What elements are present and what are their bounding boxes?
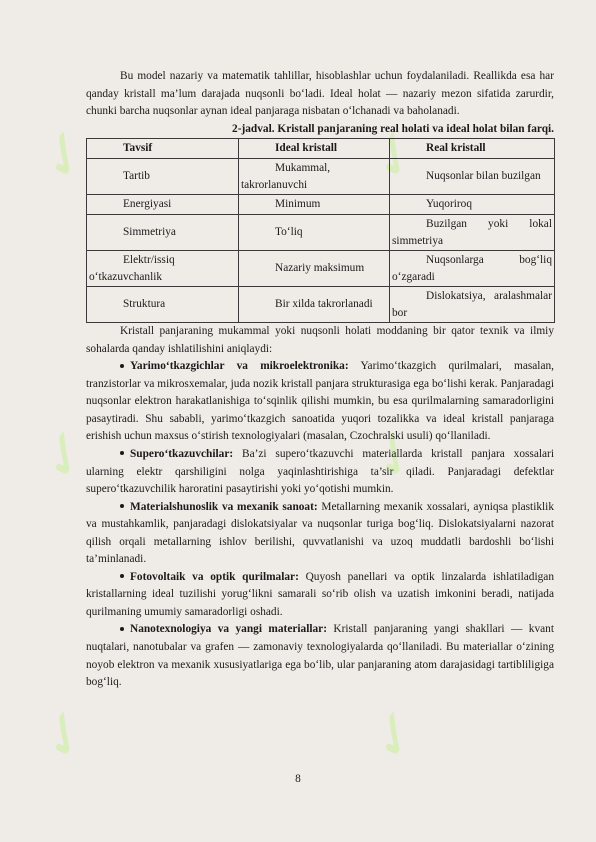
table-cell: Tartib [87,159,239,195]
watermark: ✓ [22,412,108,498]
bullet-dot-icon [120,451,124,455]
bullet-text: Kristall panjaraning yangi shakllari — kvant nuqtalari, nanotubalar va grafen — zamonaviy texnologiyalarda qo‘llaniladi. Bu materiallar o‘zining noyob elektron va mexanik xususiyatlariga ega bo‘lib, ular panjaraning atom darajasidagi tartibliligiga bog‘liq. [86,623,554,689]
intro-paragraph: Bu model nazariy va matematik tahlillar, hisoblashlar uchun foydalaniladi. Reallikda esa har qanday kristall ma’lum darajada nuqsonli bo‘ladi. Ideal holat — nazariy mezon sifatida zarurdir, chunki barcha nuqsonlar aynan ideal panjaraga nisbatan o‘lchanadi va baholanadi. [86,70,554,118]
table-header-cell: Ideal kristall [239,139,390,159]
table-caption: 2-jadval. Kristall panjaraning real holati va ideal holat bilan farqi. [232,122,554,135]
table-cell: Energiyasi [87,195,239,215]
table-cell: Struktura [87,287,239,323]
table-row [87,195,555,215]
table-cell: To‘liq [239,215,390,251]
bullet-title: Fotovoltaik va optik qurilmalar: [130,570,299,583]
watermark: ✓ [22,112,108,198]
table-cell: Mukammal, takrorlanuvchi [239,159,390,195]
table-row [87,159,555,195]
bullet-text: Quyosh panellari va optik linzalarda ishlatiladigan kristallarning ideal tuzilishi yorug‘likni samarali so‘rib olish va uzatish imkonini beradi, natijada qurilmaning umumiy samaradorligi oshadi. [86,570,554,618]
table-cell: Simmetriya [87,215,239,251]
bullet-dot-icon [120,504,124,508]
bullet-title: Nanotexnologiya va yangi materiallar: [130,623,327,636]
watermark: ✓ [352,412,438,498]
bullet-title: Materialshunoslik va mexanik sanoat: [130,500,318,513]
comparison-table [86,138,555,323]
table-header-cell: Tavsif [87,139,239,159]
table-row [87,251,555,287]
bullet-item [86,358,554,446]
table-header-row [87,139,555,159]
table-row [87,215,555,251]
bullet-item [86,446,554,499]
bullet-item [86,499,554,569]
table-cell: Minimum [239,195,390,215]
table-row [87,287,555,323]
lead-paragraph: Kristall panjaraning mukammal yoki nuqsonli holati moddaning bir qator texnik va ilmiy sohalarda qanday ishlatilishini aniqlaydi: [86,325,554,355]
bullet-text: Yarimo‘tkazgich qurilmalari, masalan, tranzistorlar va mikrosxemalar, juda nozik kristall panjara strukturasiga ega bo‘lishi kerak. Panjaradagi nuqsonlar elektron harakatlanishiga to‘sqinlik qilishi mumkin, bu esa qurilmalarning samaradorligini pasaytiradi. Shu sababli, yarimo‘tkazgich sanoatida yuqori tozalikka va ideal kristall panjaraga erishish uchun maxsus o‘stirish texnologiyalari (masalan, Czochralski usuli) qo‘llaniladi. [86,360,554,443]
bullet-dot-icon [120,627,124,631]
table-cell: Buzilgan yoki lokal simmetriya [390,215,555,251]
watermark: ✓ [352,112,438,198]
table-cell: Yuqoriroq [390,195,555,215]
document-page [86,68,554,692]
bullet-item [86,621,554,691]
page-number: 8 [295,773,301,785]
table-cell: Bir xilda takrorlanadi [239,287,390,323]
bullet-text: Ba’zi supero‘tkazuvchi materiallarda kristall panjara xossalari ularning elektr qarshiligini nolga yaqinlashtirishiga ta’sir qiladi. Panjaradagi defektlar supero‘tkazuvchilik haroratini pasaytirishi yoki yo‘qotishi mumkin. [86,448,554,496]
table-cell: Nuqsonlarga bog‘liq o‘zgaradi [390,251,555,287]
bullet-dot-icon [120,574,124,578]
table-header-cell: Real kristall [390,139,555,159]
bullet-dot-icon [120,364,124,368]
watermark: ✓ [352,692,438,778]
watermark: ✓ [22,692,108,778]
table-cell: Dislokatsiya, aralashmalar bor [390,287,555,323]
table-cell: Nuqsonlar bilan buzilgan [390,159,555,195]
table-cell: Nazariy maksimum [239,251,390,287]
bullet-item [86,569,554,622]
bullet-title: Supero‘tkazuvchilar: [130,448,234,461]
bullet-text: Metallarning mexanik xossalari, ayniqsa plastiklik va mustahkamlik, panjaradagi dislokatsiyalar va nuqsonlar turiga bog‘liq. Dislokatsiyalarni nazorat qilish orqali metallarning ishlov berilishi, quvvatlanishi va uzoq muddatli bardoshli bo‘lishi ta’minlanadi. [86,500,555,566]
bullet-title: Yarimo‘tkazgichlar va mikroelektronika: [130,360,349,373]
table-cell: Elektr/issiq o‘tkazuvchanlik [87,251,239,287]
